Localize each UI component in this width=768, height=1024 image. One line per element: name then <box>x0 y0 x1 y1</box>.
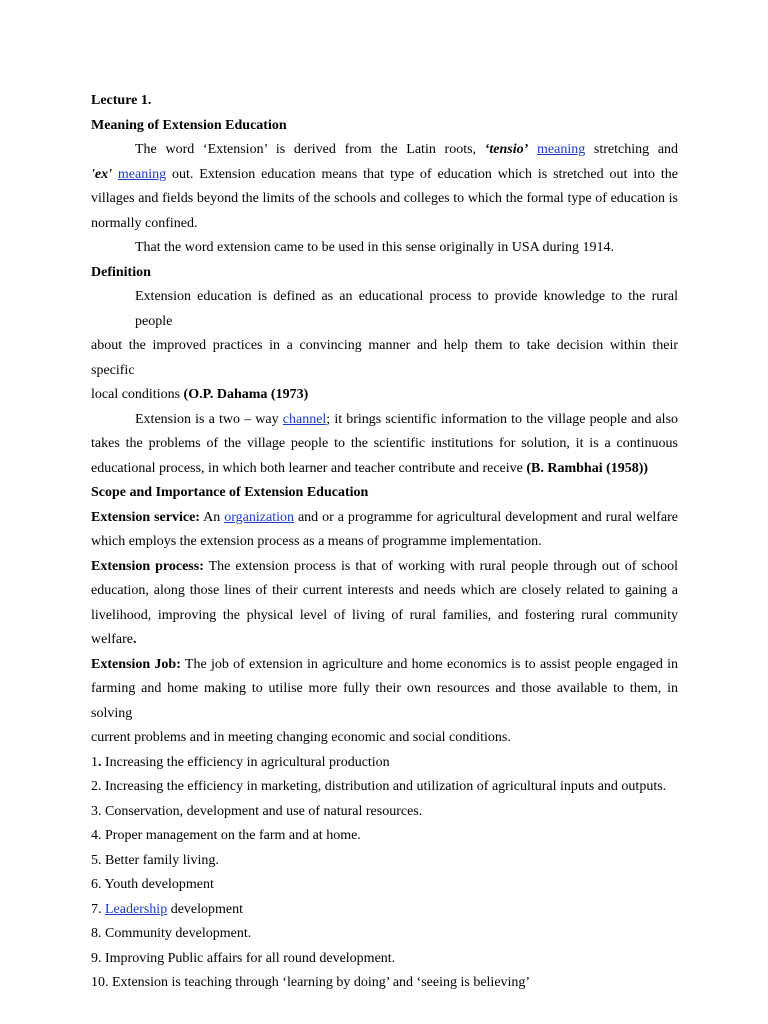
lecture-number: Lecture 1. <box>91 93 152 108</box>
rambhai-citation: (B. Rambhai (1958)) <box>526 460 649 476</box>
definition-2-line-1: Extension is a two – way channel; it brings scientific information to the village people and also <box>135 411 679 427</box>
list-item-10: 10. Extension is teaching through ‘learning by doing’ and ‘seeing is believing’ <box>91 975 531 990</box>
dahama-citation: (O.P. Dahama (1973) <box>183 387 309 402</box>
leadership-link[interactable]: Leadership <box>105 901 168 917</box>
service-label: Extension service: <box>91 509 200 525</box>
meaning-para-line-1: The word ‘Extension’ is derived from the Latin roots, ‘tensio’ meaning stretching and <box>135 142 679 157</box>
tensio-term: ‘tensio’ <box>484 142 529 157</box>
usa-origin-para: That the word extension came to be used in this sense originally in USA during 1914. <box>135 240 615 255</box>
meaning-heading: Meaning of Extension Education <box>91 117 287 133</box>
channel-link[interactable]: channel <box>282 411 327 427</box>
scope-heading: Scope and Importance of Extension Education <box>91 485 369 500</box>
definition-2-line-2: takes the problems of the village people to the scientific institutions for solution, it is a continuous <box>91 436 678 451</box>
organization-link[interactable]: organization <box>224 509 294 525</box>
service-line-2: which employs the extension process as a means of programme implementation. <box>91 534 542 549</box>
meaning-para-line-3: villages and fields beyond the limits of the schools and colleges to which the formal type of education is <box>91 191 678 206</box>
service-line-1: Extension service: An organization and or a programme for agricultural development and rural welfare <box>91 509 679 525</box>
meaning-link-2[interactable]: meaning <box>117 166 167 182</box>
document-body <box>91 89 678 996</box>
list-item-7: 7. Leadership development <box>91 901 244 917</box>
definition-1-line-2: about the improved practices in a convincing manner and help them to take decision within their specific <box>91 338 678 378</box>
meaning-link-1[interactable]: meaning <box>537 142 586 157</box>
definition-1-line-3: local conditions (O.P. Dahama (1973) <box>91 387 309 402</box>
definition-1-line-1: Extension education is defined as an educational process to provide knowledge to the rural people <box>135 289 678 329</box>
job-line-2: farming and home making to utilise more fully their own resources and those available to them, in solving <box>91 681 678 721</box>
definition-heading: Definition <box>91 264 151 280</box>
list-item-4: 4. Proper management on the farm and at home. <box>91 828 361 843</box>
list-item-3: 3. Conservation, development and use of natural resources. <box>91 803 423 819</box>
definition-2-line-3: educational process, in which both learner and teacher contribute and receive (B. Rambhai (1958)) <box>91 460 649 476</box>
process-line-1: Extension process: The extension process is that of working with rural people through out of school <box>91 558 679 574</box>
meaning-para-line-2: 'ex' meaning out. Extension education means that type of education which is stretched out into the <box>91 166 679 182</box>
list-item-8: 8. Community development. <box>91 926 252 941</box>
job-line-3: current problems and in meeting changing economic and social conditions. <box>91 730 511 745</box>
job-line-1: Extension Job: The job of extension in agriculture and home economics is to assist people engaged in <box>91 656 678 672</box>
process-line-2: education, along those lines of their current interests and needs which are closely related to gaining a <box>91 583 678 598</box>
process-label: Extension process: <box>91 558 204 574</box>
job-label: Extension Job: <box>91 656 181 672</box>
list-item-2: 2. Increasing the efficiency in marketing, distribution and utilization of agricultural inputs and outputs. <box>91 779 667 794</box>
process-line-3: livelihood, improving the physical level of living of rural families, and fostering rural community welfare. <box>91 607 678 647</box>
list-item-5: 5. Better family living. <box>91 852 219 868</box>
list-item-1: 1. Increasing the efficiency in agricultural production <box>91 754 390 770</box>
meaning-para-line-4: normally confined. <box>91 215 198 231</box>
ex-term: 'ex' <box>91 166 112 182</box>
list-item-6: 6. Youth development <box>91 877 214 892</box>
list-item-9: 9. Improving Public affairs for all round development. <box>91 950 396 966</box>
